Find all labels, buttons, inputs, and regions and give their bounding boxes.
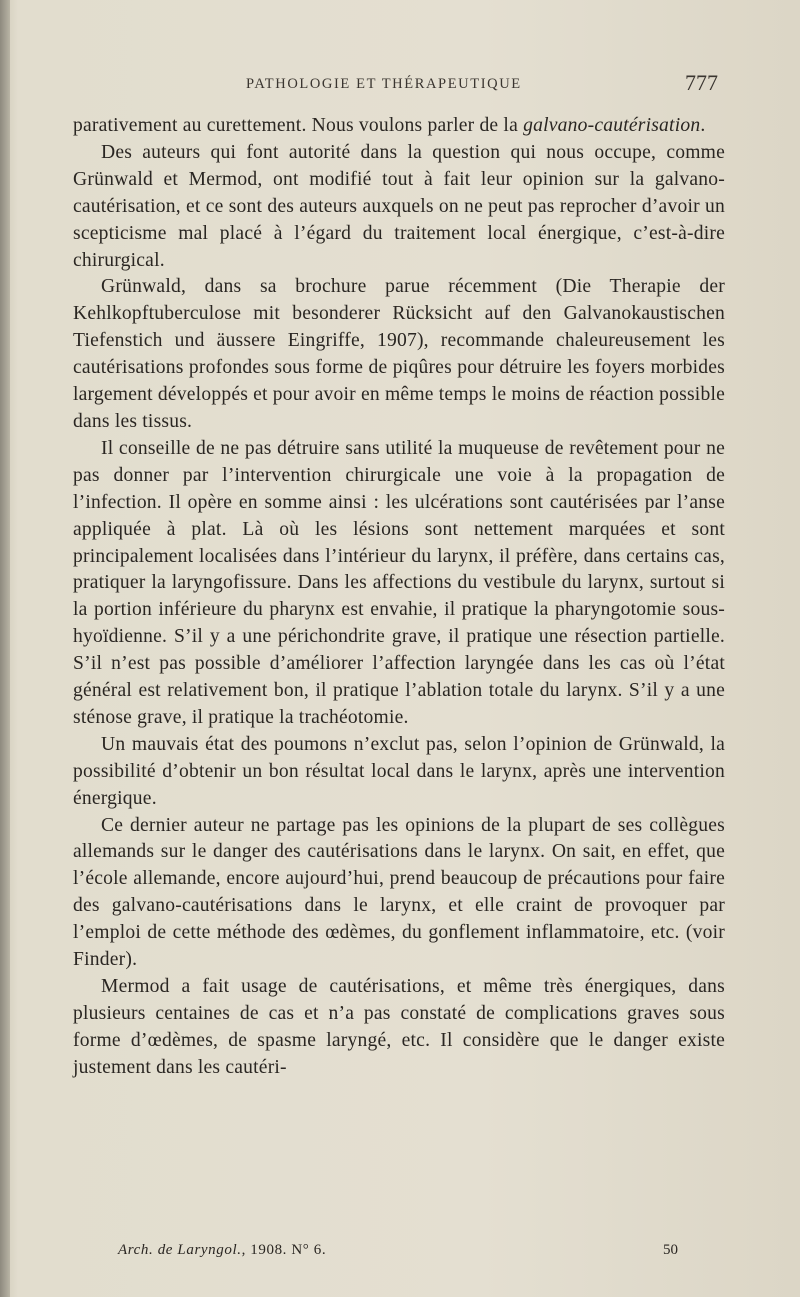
book-spine-edge <box>0 0 10 1297</box>
paragraph <box>73 113 725 140</box>
paragraph-text: Il conseille de ne pas détruire sans utilité la muqueuse de revêtement pour ne pas donner par l’intervention chirurgicale une voie à la propagation de l’infection. Il opère en somme ainsi : les ulcérations sont cautérisées par l’anse appliquée à plat. Là où les lésions sont nettement marquées et sont principalement localisées dans l’intérieur du larynx, il préfère, dans certains cas, pratiquer la laryngofissure. Dans les affections du vestibule du larynx, surtout si la portion inférieure du pharynx est envahie, il pratique la pharyngotomie sous-hyoïdienne. S’il y a une périchondrite grave, il pratique une résection partielle. S’il n’est pas possible d’améliorer l’affection laryngée dans les cas où l’état général est relativement bon, il pratique l’ablation totale du larynx. S’il y a une sténose grave, il pratique la trachéotomie. <box>73 437 725 728</box>
running-title: PATHOLOGIE ET THÉRAPEUTIQUE <box>246 76 522 92</box>
paragraph <box>73 813 725 974</box>
paragraph-text: Un mauvais état des poumons n’exclut pas, selon l’opinion de Grünwald, la possibilité d’obtenir un bon résultat local dans le larynx, après une intervention énergique. <box>73 733 725 809</box>
paragraph-text: parativement au curettement. Nous voulons parler de la <box>73 115 524 136</box>
paragraph-text: Des auteurs qui font autorité dans la question qui nous occupe, comme Grünwald et Mermod, ont modifié tout à fait leur opinion sur la galvano-cautérisation, et ce sont des auteurs auxquels on ne peut pas reprocher d’avoir un scepticisme mal placé à l’égard du traitement local énergique, c’est-à-dire chirurgical. <box>73 141 725 271</box>
paragraph-text: Mermod a fait usage de cautérisations, et même très énergiques, dans plusieurs centaines de cas et n’a pas constaté de complications graves sous forme d’œdèmes, de spasme laryngé, etc. Il considère que le danger existe justement dans les cautéri- <box>73 976 725 1078</box>
page-header <box>118 70 718 102</box>
page-footer <box>118 1242 678 1266</box>
paragraph <box>73 732 725 813</box>
journal-reference <box>118 1242 326 1259</box>
journal-issue: , 1908. N° 6. <box>241 1242 327 1258</box>
sheet-number: 50 <box>663 1242 678 1258</box>
paragraph <box>73 274 725 435</box>
paragraph-text: Ce dernier auteur ne partage pas les opinions de la plupart de ses collègues allemands sur le danger des cautérisations dans le larynx. On sait, en effet, que l’école allemande, encore aujourd’hui, prend beaucoup de précautions pour faire des galvano-cautérisations dans le larynx, et elle craint de provoquer par l’emploi de cette méthode des œdèmes, du gonflement inflammatoire, etc. (voir Finder). <box>73 814 725 971</box>
paragraph <box>73 436 725 732</box>
paragraph-text: Grünwald, dans sa brochure parue récemment (Die Therapie der Kehlkopftuberculose mit besonderer Rücksicht auf den Galvanokaustischen Tiefenstich und äussere Eingriffe, 1907), recommande chaleureusement les cautérisations profondes sous forme de piqûres pour détruire les foyers morbides largement développés et pour avoir en même temps le moins de réaction possible dans les tissus. <box>73 276 725 432</box>
paragraph <box>73 140 725 275</box>
italic-term: galvano-cautérisation <box>523 115 701 136</box>
journal-title: Arch. de Laryngol. <box>118 1242 242 1258</box>
paragraph <box>73 974 725 1082</box>
body-text <box>73 113 725 1082</box>
page-number: 777 <box>685 70 718 95</box>
paragraph-text: . <box>700 115 706 136</box>
